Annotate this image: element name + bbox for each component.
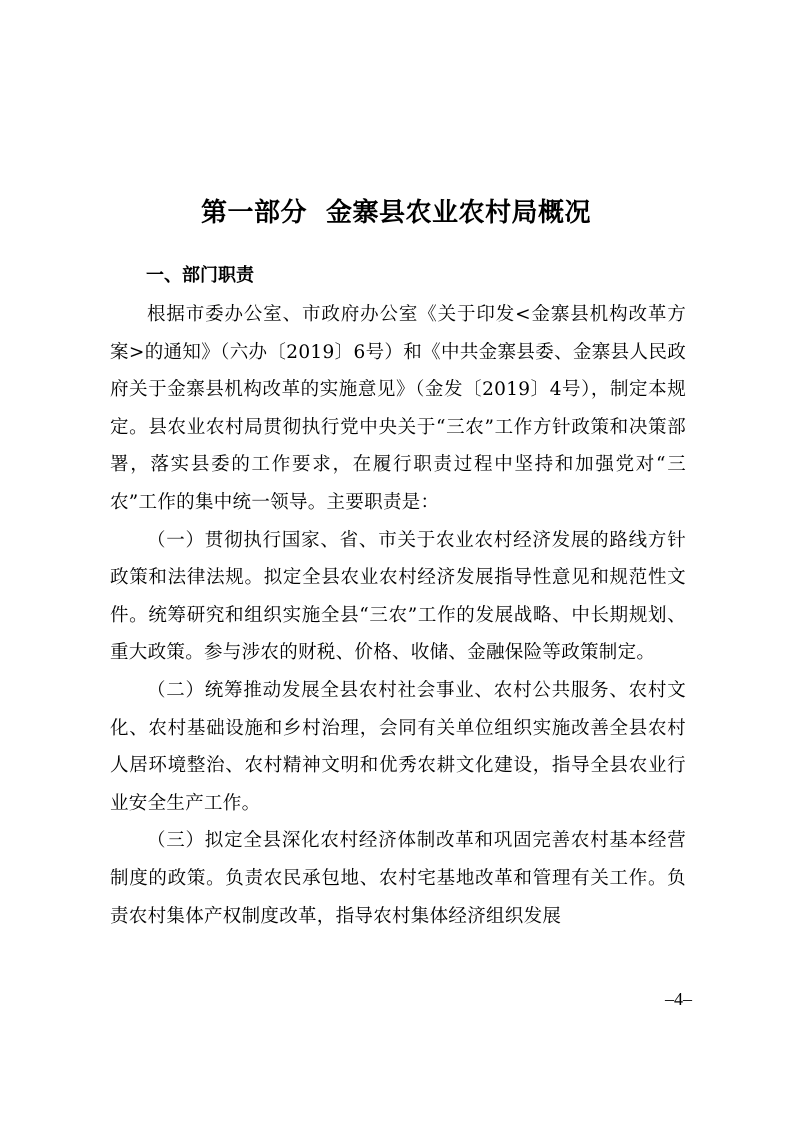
paragraph: （一）贯彻执行国家、省、市关于农业农村经济发展的路线方针政策和法律法规。拟定全县农业农村经济发展指导性意见和规范性文件。统筹研究和组织实施全县“三农”工作的发展战略、中长期规划、重大政策。参与涉农的财税、价格、收储、金融保险等政策制定。: [110, 529, 686, 664]
body-text: [110, 296, 686, 935]
page-title: 第一部分 金寨县农业农村局概况: [200, 198, 592, 228]
paragraph: （二）统筹推动发展全县农村社会事业、农村公共服务、农村文化、农村基础设施和乡村治理，会同有关单位组织实施改善全县农村人居环境整治、农村精神文明和优秀农耕文化建设，指导全县农业行业安全生产工作。: [110, 679, 686, 814]
section-heading: 一、部门职责: [146, 265, 254, 286]
paragraph: 根据市委办公室、市政府办公室《关于印发<金寨县机构改革方案>的通知》（六办〔2019〕6号）和《中共金寨县委、金寨县人民政府关于金寨县机构改革的实施意见》（金发〔2019〕4号），制定本规定。县农业农村局贯彻执行党中央关于“三农”工作方针政策和决策部署，落实县委的工作要求，在履行职责过程中坚持和加强党对“三农”工作的集中统一领导。主要职责是：: [110, 304, 686, 513]
page-number: –4–: [665, 989, 692, 1009]
paragraph: （三）拟定全县深化农村经济体制改革和巩固完善农村基本经营制度的政策。负责农民承包地、农村宅基地改革和管理有关工作。负责农村集体产权制度改革，指导农村集体经济组织发展: [110, 830, 686, 927]
